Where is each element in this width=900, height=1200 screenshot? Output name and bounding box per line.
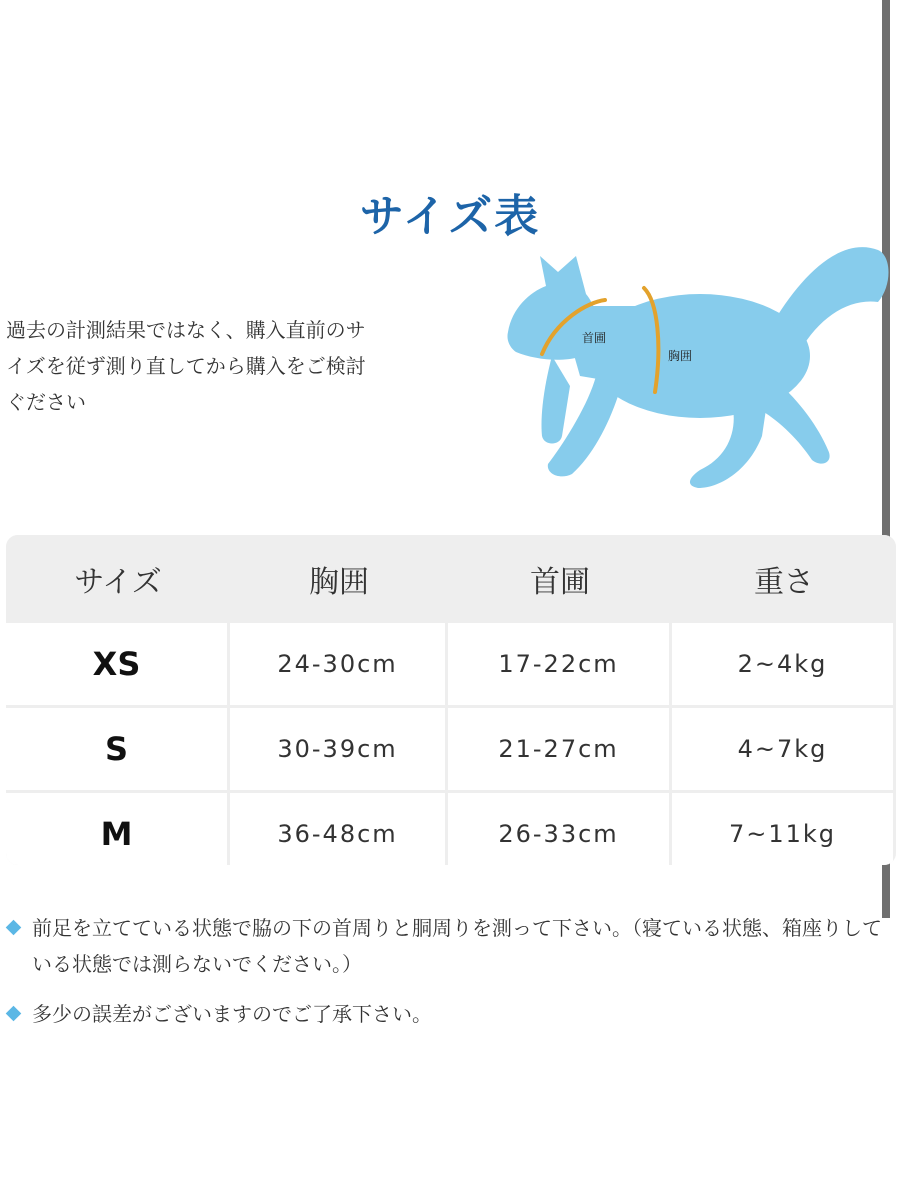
chest-cell: 30-39cm: [230, 708, 448, 793]
table-header-row: [6, 535, 896, 623]
diamond-bullet-icon: [6, 1006, 22, 1022]
header-neck: 首圃: [448, 535, 672, 623]
weight-cell: 2~4kg: [672, 623, 896, 708]
note-text: 前足を立てている状態で脇の下の首周りと胴周りを測って下さい。（寝ている状態、箱座りしている状態では測らないでください。）: [32, 916, 882, 976]
header-weight: 重さ: [672, 535, 896, 623]
intro-text: 過去の計測結果ではなく、購入直前のサ イズを従ず測り直してから購入をご検討 ぐださい: [6, 318, 366, 414]
weight-cell: 7~11kg: [672, 793, 896, 865]
chest-cell: 36-48cm: [230, 793, 448, 865]
note-item: [6, 910, 900, 982]
diamond-bullet-icon: [6, 920, 22, 936]
neck-cell: 17-22cm: [448, 623, 672, 708]
header-size: サイズ: [6, 535, 230, 623]
cat-measurement-diagram: [500, 236, 900, 496]
notes: [6, 910, 900, 1046]
size-cell: M: [6, 793, 230, 865]
size-cell: XS: [6, 623, 230, 708]
table-row: [6, 793, 896, 865]
header-chest: 胸囲: [230, 535, 448, 623]
neck-cell: 21-27cm: [448, 708, 672, 793]
table-row: [6, 623, 896, 708]
neck-cell: 26-33cm: [448, 793, 672, 865]
neck-label: 首圃: [582, 331, 607, 345]
page-title: サイズ表: [359, 191, 541, 242]
table-row: [6, 708, 896, 793]
weight-cell: 4~7kg: [672, 708, 896, 793]
chest-cell: 24-30cm: [230, 623, 448, 708]
note-item: [6, 996, 900, 1032]
size-table: [6, 535, 896, 865]
note-text: 多少の誤差がございますのでご了承下さい。: [32, 1002, 432, 1026]
cat-silhouette-icon: [507, 247, 888, 488]
size-cell: S: [6, 708, 230, 793]
chest-label: 胸囲: [668, 349, 693, 363]
